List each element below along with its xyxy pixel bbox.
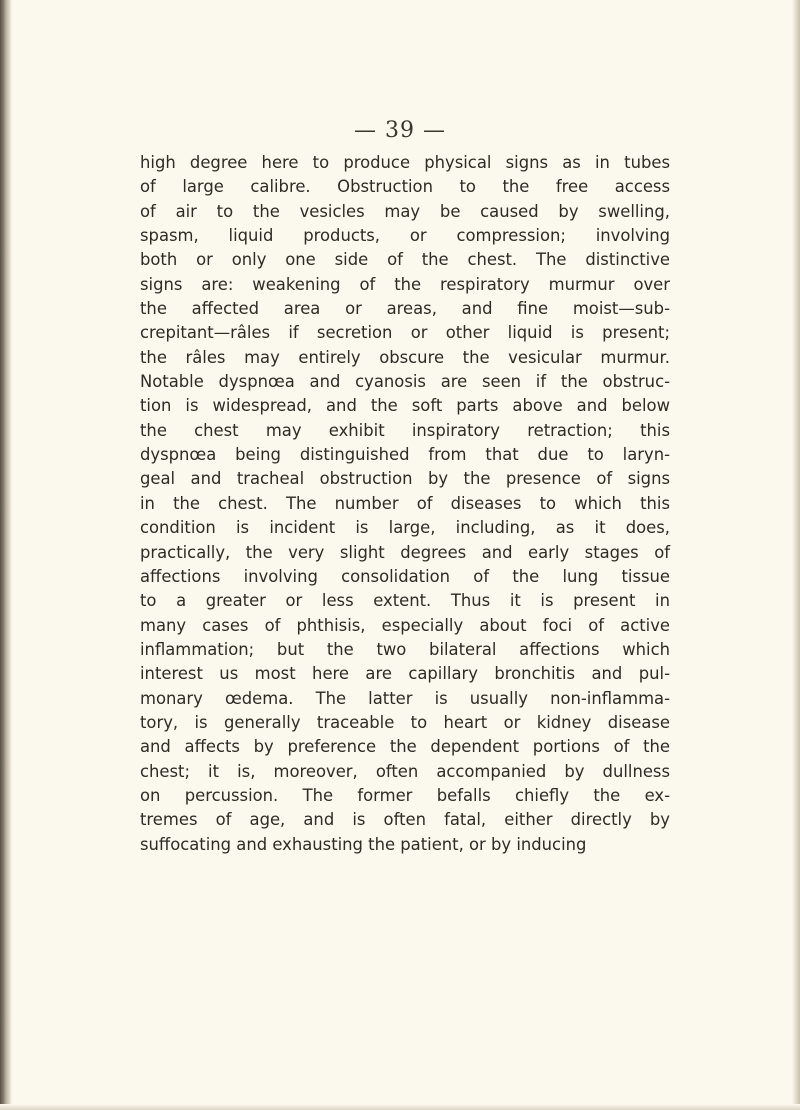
text-line: to a greater or less extent. Thus it is present in [140, 591, 670, 611]
text-line: the râles may entirely obscure the vesicular murmur. [140, 347, 670, 367]
text-line: of large calibre. Obstruction to the free access [140, 177, 670, 197]
text-line: practically, the very slight degrees and early stages of [140, 542, 670, 562]
text-line: interest us most here are capillary bronchitis and pul- [140, 664, 670, 684]
text-line: tion is widespread, and the soft parts above and below [140, 396, 670, 416]
text-line: of air to the vesicles may be caused by swelling, [140, 201, 670, 221]
text-line: signs are: weakening of the respiratory murmur over [140, 274, 670, 294]
page-number: — 39 — [354, 118, 446, 143]
text-line: many cases of phthisis, especially about foci of active [140, 615, 670, 635]
text-line: on percussion. The former befalls chiefly the ex- [140, 785, 670, 805]
page-right-edge-shadow [792, 0, 800, 1110]
text-line: crepitant—râles if secretion or other liquid is present; [140, 323, 670, 343]
text-line: spasm, liquid products, or compression; involving [140, 226, 670, 246]
text-line: monary œdema. The latter is usually non-inflamma- [140, 688, 670, 708]
text-line: both or only one side of the chest. The distinctive [140, 250, 670, 270]
body-text [140, 151, 670, 857]
text-line: in the chest. The number of diseases to which this [140, 493, 670, 513]
text-line: the affected area or areas, and fine moist—sub- [140, 299, 670, 319]
page-bottom-edge-shadow [0, 1104, 800, 1110]
text-line: the chest may exhibit inspiratory retraction; this [140, 420, 670, 440]
text-line: tremes of age, and is often fatal, either directly by [140, 810, 670, 830]
text-line: dyspnœa being distinguished from that due to laryn- [140, 445, 670, 465]
text-line: affections involving consolidation of the lung tissue [140, 566, 670, 586]
text-line: geal and tracheal obstruction by the presence of signs [140, 469, 670, 489]
text-line: condition is incident is large, including, as it does, [140, 518, 670, 538]
text-line: inflammation; but the two bilateral affections which [140, 639, 670, 659]
text-line: suffocating and exhausting the patient, or by inducing [140, 834, 587, 854]
page-left-edge-shadow [0, 0, 12, 1110]
text-line: high degree here to produce physical signs as in tubes [140, 153, 670, 172]
text-line: chest; it is, moreover, often accompanied by dullness [140, 761, 670, 781]
text-line: Notable dyspnœa and cyanosis are seen if the obstruc- [140, 372, 670, 392]
text-line: tory, is generally traceable to heart or kidney disease [140, 712, 670, 732]
text-line: and affects by preference the dependent portions of the [140, 737, 670, 757]
